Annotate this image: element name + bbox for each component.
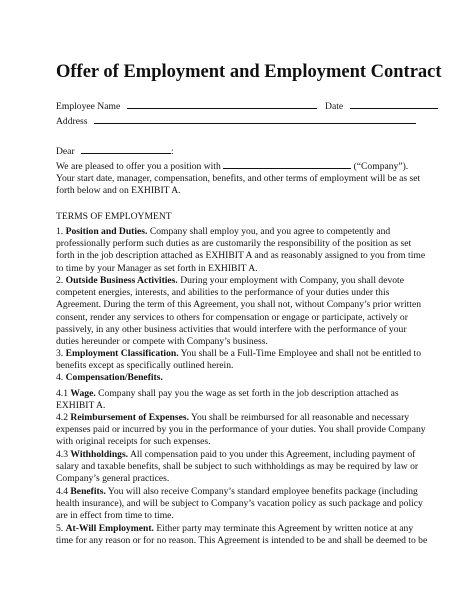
section-4-2 bbox=[56, 412, 428, 449]
salutation-row bbox=[56, 144, 174, 158]
dear-suffix: : bbox=[171, 146, 174, 157]
section-heading: At-Will Employment. bbox=[65, 523, 154, 534]
section-1 bbox=[56, 226, 428, 275]
address-row bbox=[56, 114, 416, 128]
dear-label: Dear bbox=[56, 146, 75, 157]
section-number: 3. bbox=[56, 348, 64, 359]
section-4-4 bbox=[56, 486, 428, 523]
section-number: 5. bbox=[56, 523, 64, 534]
date-label: Date bbox=[325, 101, 344, 112]
section-heading: Compensation/Benefits. bbox=[65, 372, 163, 383]
terms-heading: TERMS OF EMPLOYMENT bbox=[56, 211, 172, 222]
address-field[interactable] bbox=[94, 114, 416, 124]
intro-text-3: Your start date, manager, compensation, benefits, and other terms of employment will be as set forth below and on EXHIBIT A. bbox=[56, 173, 421, 197]
section-heading: Employment Classification. bbox=[65, 348, 179, 359]
section-2 bbox=[56, 275, 428, 348]
section-number: 4.1 bbox=[56, 388, 68, 399]
section-heading: Outside Business Activities. bbox=[65, 275, 178, 286]
section-body: Company shall pay you the wage as set forth in the job description attached as EXHIBIT A. bbox=[56, 388, 399, 412]
section-heading: Withholdings. bbox=[70, 449, 129, 460]
employee-name-row bbox=[56, 99, 438, 113]
section-heading: Reimbursement of Expenses. bbox=[70, 412, 189, 423]
section-5 bbox=[56, 523, 428, 547]
section-4-3 bbox=[56, 449, 428, 486]
section-heading: Wage. bbox=[70, 388, 96, 399]
recipient-name-field[interactable] bbox=[81, 144, 171, 154]
section-body: Company shall employ you, and you agree to competently and professionally perform such duties as are customarily the responsibility of the position as set forth in the job description attached as EXHIBIT A and as reasonably assigned to you from time to time by your Manager as set forth in EXHIBIT A. bbox=[56, 226, 426, 274]
date-field[interactable] bbox=[350, 99, 438, 109]
section-body: You shall be a Full-Time Employee and shall not be entitled to benefits except as specifically outlined herein. bbox=[56, 348, 422, 372]
employee-name-field[interactable] bbox=[127, 99, 317, 109]
section-number: 4.3 bbox=[56, 449, 68, 460]
section-4 bbox=[56, 372, 428, 384]
section-body: You will also receive Company’s standard employee benefits package (including health insurance), and will be subject to Company’s vacation policy as such package and policy are in effect from time to time. bbox=[56, 486, 423, 522]
section-3 bbox=[56, 348, 428, 372]
section-heading: Benefits. bbox=[70, 486, 106, 497]
document-title: Offer of Employment and Employment Contract bbox=[56, 62, 442, 82]
intro-text-1: We are pleased to offer you a position with bbox=[56, 161, 221, 172]
section-body: Either party may terminate this Agreement by written notice at any time for any reason or for no reason. This Agreement is intended to be and shall be deemed to be bbox=[56, 523, 428, 547]
section-number: 4.2 bbox=[56, 412, 68, 423]
section-number: 2. bbox=[56, 275, 64, 286]
section-heading: Position and Duties. bbox=[65, 226, 148, 237]
section-4-1 bbox=[56, 388, 428, 412]
section-body: You shall be reimbursed for all reasonable and necessary expenses paid or incurred by you in the performance of your duties. You shall provide Company with original receipts for such expenses. bbox=[56, 412, 426, 448]
employee-name-label: Employee Name bbox=[56, 101, 121, 112]
intro-text-2: (“Company”). bbox=[353, 161, 409, 172]
section-body: During your employment with Company, you shall devote competent energies, interests, and abilities to the performance of your duties under this Agreement. During the term of this Agreement, you shall not, without Company’s prior written consent, render any services to others for compensation or engage or participate, actively or passively, in any other business activities that would interfere with the performance of your duties hereunder or compete with Company’s business. bbox=[56, 275, 422, 348]
company-name-field[interactable] bbox=[223, 159, 351, 169]
section-number: 4. bbox=[56, 372, 64, 383]
section-number: 1. bbox=[56, 226, 64, 237]
section-number: 4.4 bbox=[56, 486, 68, 497]
address-label: Address bbox=[56, 116, 88, 127]
section-body: All compensation paid to you under this Agreement, including payment of salary and taxable benefits, shall be subject to such withholdings as may be required by law or Company’s general practices. bbox=[56, 449, 419, 485]
intro-paragraph bbox=[56, 159, 428, 198]
